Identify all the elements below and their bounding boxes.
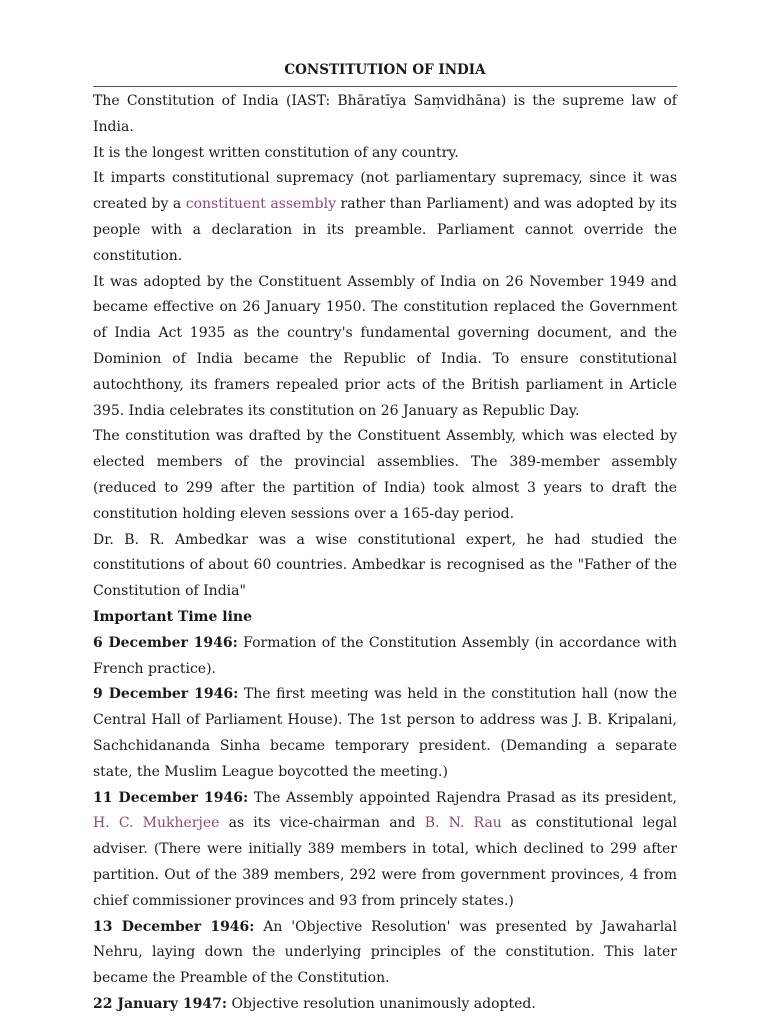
paragraph-drafting: The constitution was drafted by the Constituent Assembly, which was elected by elected members of the provincial assemblies. The 389-member assembly (reduced to 299 after the partition of India) took almost 3 years to draft the constitution holding eleven sessions over a 165-day period.: [93, 428, 677, 522]
timeline-text: as its vice-chairman and: [219, 815, 425, 832]
document-page: [93, 58, 677, 1018]
timeline-entry: [93, 682, 677, 785]
timeline-date: 9 December 1946:: [93, 686, 239, 703]
paragraph-adoption: It was adopted by the Constituent Assembly of India on 26 November 1949 and became effective on 26 January 1950. The constitution replaced the Government of India Act 1935 as the country's fundamental governing document, and the Dominion of India became the Republic of India. To ensure constitutional autochthony, its framers repealed prior acts of the British parliament in Article 395. India celebrates its constitution on 26 January as Republic Day.: [93, 273, 677, 419]
paragraph-supremacy-text-b: rather than Parliament) and was adopted by its people with a declaration in its preamble. Parliament cannot override the constitution.: [93, 196, 677, 264]
timeline-entry: [93, 992, 677, 1018]
timeline-text: The first meeting was held in the constitution hall (now the Central Hall of Parliament House). The 1st person to address was J. B. Kripalani, Sachchidananda Sinha became temporary president. (Demanding a separate state, the Muslim League boycotted the meeting.): [93, 686, 677, 780]
paragraph-ambedkar: Dr. B. R. Ambedkar was a wise constitutional expert, he had studied the constitutions of about 60 countries. Ambedkar is recognised as the "Father of the Constitution of India": [93, 531, 677, 600]
timeline-heading: Important Time line: [93, 608, 252, 625]
timeline-date: 6 December 1946:: [93, 634, 238, 651]
paragraph-supremacy: [93, 166, 677, 269]
paragraph-supremacy-text-a: It imparts constitutional supremacy (not parliamentary supremacy, since it was created by a: [93, 170, 677, 213]
timeline-text: as constitutional legal adviser. (There were initially 389 members in total, which declined to 299 after partition. Out of the 389 members, 292 were from government provinces, 4 from chief commissioner provinces and 93 from princely states.): [93, 815, 678, 909]
document-title: CONSTITUTION OF INDIA: [93, 58, 677, 87]
constituent-assembly-link[interactable]: constituent assembly: [185, 196, 337, 213]
timeline-date: 22 January 1947:: [93, 995, 227, 1012]
paragraph-intro: The Constitution of India (IAST: Bhāratīya Saṃvidhāna) is the supreme law of India.: [93, 93, 677, 135]
timeline-text: The Assembly appointed Rajendra Prasad as its president,: [248, 789, 678, 806]
rau-link[interactable]: B. N. Rau: [424, 815, 502, 832]
timeline-entry: [93, 786, 677, 915]
timeline-text: An 'Objective Resolution' was presented by Jawaharlal Nehru, laying down the underlying principles of the constitution. This later became the Preamble of the Constitution.: [93, 918, 678, 987]
timeline-text: Objective resolution unanimously adopted.: [227, 995, 536, 1012]
paragraph-longest: It is the longest written constitution of any country.: [93, 144, 459, 161]
mukherjee-link[interactable]: H. C. Mukherjee: [93, 815, 220, 832]
timeline-entry: [93, 915, 677, 992]
timeline-text: Formation of the Constitution Assembly (in accordance with French practice).: [93, 634, 677, 677]
timeline-date: 11 December 1946:: [93, 789, 249, 806]
timeline-entry: [93, 631, 677, 683]
timeline-date: 13 December 1946:: [93, 918, 255, 935]
